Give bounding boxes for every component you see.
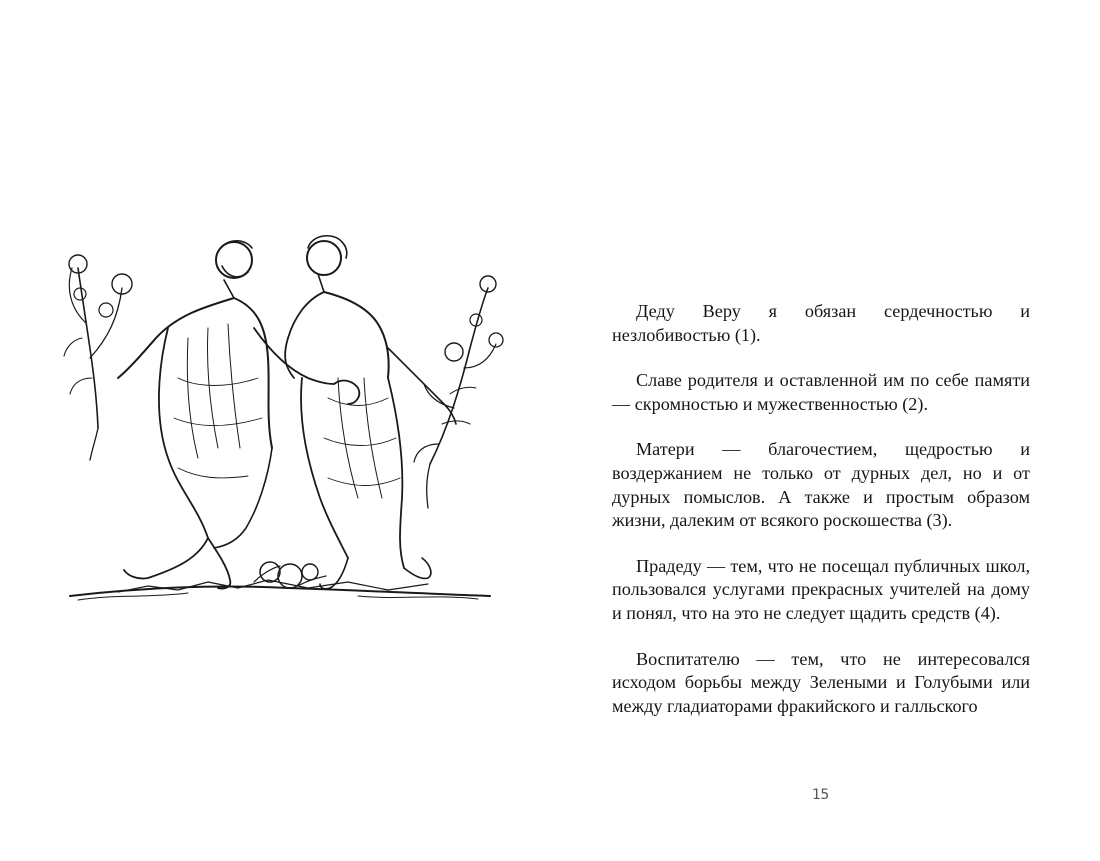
paragraph-2: Славе родителя и оставленной им по себе памяти — скромностью и мужественностью (2). [612,370,1030,414]
paragraph-3: Матери — благочестием, щедростью и воздержанием не только от дурных дел, но и от дурных помыслов. А также и простым образом жизни, далеким от всякого роскошества (3). [612,439,1030,531]
paragraph-4: Прадеду — тем, что не посещал публичных школ, пользовался услугами прекрасных учителей на дому и понял, что на это не следует щадить средств (4). [612,555,1030,623]
paragraph-1: Деду Веру я обязан сердечностью и незлобивостью (1). [612,301,1030,345]
text-column [612,300,1030,740]
engraving-icon [58,228,508,613]
classical-figures-illustration [58,228,508,613]
paragraph-5: Воспитателю — тем, что не интересовался исходом борьбы между Зелеными и Голубыми или между гладиаторами фракийского и галльского [612,648,1030,716]
page-number: 15 [812,787,829,803]
